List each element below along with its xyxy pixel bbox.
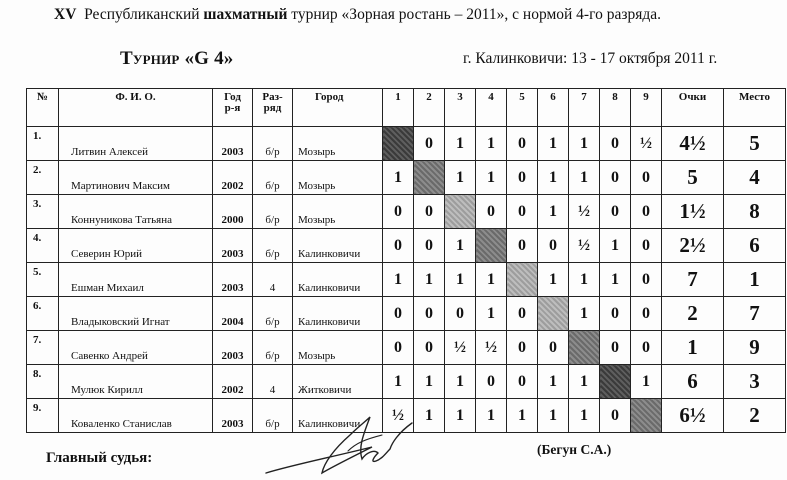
result-cell: 0 — [445, 297, 476, 331]
player-number: 5. — [27, 263, 59, 297]
result-cell: 0 — [538, 331, 569, 365]
player-city: Мозырь — [293, 331, 383, 365]
diagonal-cell — [507, 263, 538, 297]
chief-judge-name: (Бегун С.А.) — [537, 442, 612, 457]
player-name: Ешман Михаил — [59, 263, 213, 297]
player-row — [27, 229, 786, 263]
result-cell: 0 — [631, 229, 662, 263]
player-name: Владыковский Игнат — [59, 297, 213, 331]
player-city: Житковичи — [293, 365, 383, 399]
points-cell: 4½ — [662, 127, 724, 161]
player-row — [27, 331, 786, 365]
result-cell: 0 — [414, 331, 445, 365]
points-cell: 1 — [662, 331, 724, 365]
result-cell: 0 — [631, 331, 662, 365]
col-header-round: 3 — [445, 89, 476, 127]
player-number: 1. — [27, 127, 59, 161]
result-cell: ½ — [445, 331, 476, 365]
player-rank: б/р — [253, 195, 293, 229]
edition-label: XV — [54, 6, 77, 23]
player-city: Мозырь — [293, 161, 383, 195]
points-cell: 6½ — [662, 399, 724, 433]
place-cell: 1 — [724, 263, 786, 297]
player-name: Северин Юрий — [59, 229, 213, 263]
result-cell: 0 — [414, 297, 445, 331]
result-cell: 1 — [414, 399, 445, 433]
result-cell: 0 — [507, 161, 538, 195]
crosstable-body — [27, 127, 786, 433]
col-header-round: 6 — [538, 89, 569, 127]
player-name: Мартинович Максим — [59, 161, 213, 195]
result-cell: 0 — [383, 331, 414, 365]
signature-image — [262, 413, 422, 479]
player-row — [27, 195, 786, 229]
result-cell: 0 — [383, 229, 414, 263]
result-cell: 0 — [507, 229, 538, 263]
player-rank: 4 — [253, 365, 293, 399]
result-cell: 0 — [631, 161, 662, 195]
player-city: Калинковичи — [293, 229, 383, 263]
result-cell: 0 — [383, 195, 414, 229]
result-cell: 1 — [569, 161, 600, 195]
player-name: Литвин Алексей — [59, 127, 213, 161]
player-name: Савенко Андрей — [59, 331, 213, 365]
col-header-year: Год р-я — [213, 89, 253, 127]
result-cell: 1 — [383, 263, 414, 297]
place-cell: 6 — [724, 229, 786, 263]
result-cell: 1 — [445, 127, 476, 161]
result-cell: 1 — [600, 229, 631, 263]
player-city: Калинковичи — [293, 263, 383, 297]
result-cell: 1 — [445, 229, 476, 263]
result-cell: 1 — [600, 263, 631, 297]
place-cell: 5 — [724, 127, 786, 161]
col-header-points: Очки — [662, 89, 724, 127]
birth-year: 2002 — [213, 365, 253, 399]
diagonal-cell — [383, 127, 414, 161]
birth-year: 2003 — [213, 331, 253, 365]
birth-year: 2003 — [213, 263, 253, 297]
result-cell: ½ — [383, 399, 414, 433]
result-cell: 1 — [569, 365, 600, 399]
col-header-city: Город — [293, 89, 383, 127]
result-cell: 1 — [476, 399, 507, 433]
player-row — [27, 263, 786, 297]
result-cell: 0 — [538, 229, 569, 263]
diagonal-cell — [538, 297, 569, 331]
result-cell: 1 — [445, 161, 476, 195]
player-row — [27, 127, 786, 161]
result-cell: ½ — [476, 331, 507, 365]
result-cell: 0 — [600, 127, 631, 161]
player-number: 8. — [27, 365, 59, 399]
player-rank: б/р — [253, 161, 293, 195]
crosstable — [26, 88, 786, 433]
col-header-round: 5 — [507, 89, 538, 127]
col-header-name: Ф. И. О. — [59, 89, 213, 127]
player-name: Коваленко Станислав — [59, 399, 213, 433]
result-cell: 0 — [507, 365, 538, 399]
birth-year: 2003 — [213, 229, 253, 263]
result-cell: 1 — [569, 297, 600, 331]
result-cell: 0 — [600, 195, 631, 229]
player-name: Коннуникова Татьяна — [59, 195, 213, 229]
result-cell: 0 — [631, 195, 662, 229]
col-header-place: Место — [724, 89, 786, 127]
result-cell: 1 — [445, 263, 476, 297]
result-cell: 1 — [383, 161, 414, 195]
points-cell: 7 — [662, 263, 724, 297]
result-cell: 1 — [414, 263, 445, 297]
result-cell: 0 — [476, 365, 507, 399]
col-header-num: № — [27, 89, 59, 127]
player-rank: б/р — [253, 297, 293, 331]
points-cell: 6 — [662, 365, 724, 399]
birth-year: 2003 — [213, 127, 253, 161]
result-cell: 1 — [507, 399, 538, 433]
result-cell: 1 — [538, 161, 569, 195]
player-name: Мулюк Кирилл — [59, 365, 213, 399]
result-cell: 0 — [507, 127, 538, 161]
col-header-round: 8 — [600, 89, 631, 127]
result-cell: ½ — [569, 229, 600, 263]
result-cell: 0 — [414, 229, 445, 263]
result-cell: 1 — [631, 365, 662, 399]
diagonal-cell — [569, 331, 600, 365]
result-cell: 1 — [569, 263, 600, 297]
header-text-bold: шахматный — [203, 6, 288, 23]
result-cell: 0 — [600, 297, 631, 331]
diagonal-cell — [445, 195, 476, 229]
player-city: Калинковичи — [293, 297, 383, 331]
result-cell: 0 — [383, 297, 414, 331]
col-header-round: 7 — [569, 89, 600, 127]
result-cell: 0 — [600, 399, 631, 433]
diagonal-cell — [631, 399, 662, 433]
points-cell: 1½ — [662, 195, 724, 229]
player-row — [27, 297, 786, 331]
player-rank: б/р — [253, 229, 293, 263]
result-cell: 1 — [538, 195, 569, 229]
player-rank: б/р — [253, 127, 293, 161]
diagonal-cell — [476, 229, 507, 263]
col-header-rank: Раз- ряд — [253, 89, 293, 127]
col-header-round: 1 — [383, 89, 414, 127]
result-cell: 1 — [476, 297, 507, 331]
header-row — [27, 89, 786, 127]
player-row — [27, 161, 786, 195]
player-number: 2. — [27, 161, 59, 195]
result-cell: 1 — [476, 263, 507, 297]
birth-year: 2003 — [213, 399, 253, 433]
result-cell: 0 — [507, 331, 538, 365]
result-cell: 1 — [476, 127, 507, 161]
player-city: Мозырь — [293, 195, 383, 229]
player-city: Мозырь — [293, 127, 383, 161]
result-cell: 1 — [538, 399, 569, 433]
result-cell: 1 — [445, 399, 476, 433]
result-cell: 0 — [507, 195, 538, 229]
place-cell: 4 — [724, 161, 786, 195]
place-cell: 9 — [724, 331, 786, 365]
player-row — [27, 365, 786, 399]
birth-year: 2004 — [213, 297, 253, 331]
result-cell: 1 — [445, 365, 476, 399]
result-cell: 0 — [476, 195, 507, 229]
player-number: 4. — [27, 229, 59, 263]
result-cell: 1 — [383, 365, 414, 399]
result-cell: 1 — [569, 127, 600, 161]
result-cell: 0 — [600, 161, 631, 195]
points-cell: 2 — [662, 297, 724, 331]
place-cell: 8 — [724, 195, 786, 229]
result-cell: 1 — [569, 399, 600, 433]
points-cell: 5 — [662, 161, 724, 195]
header-text-part2: турнир «Зорная ростань – 2011», с нормой 4-го разряда. — [291, 6, 661, 23]
birth-year: 2000 — [213, 195, 253, 229]
result-cell: 1 — [414, 365, 445, 399]
result-cell: 1 — [538, 263, 569, 297]
col-header-round: 4 — [476, 89, 507, 127]
result-cell: 0 — [631, 263, 662, 297]
result-cell: 0 — [414, 127, 445, 161]
col-header-round: 2 — [414, 89, 445, 127]
player-number: 6. — [27, 297, 59, 331]
chief-judge-label: Главный судья: — [46, 450, 153, 466]
player-city: Калинковичи — [293, 399, 383, 433]
result-cell: 1 — [538, 127, 569, 161]
player-number: 7. — [27, 331, 59, 365]
col-header-round: 9 — [631, 89, 662, 127]
birth-year: 2002 — [213, 161, 253, 195]
result-cell: 1 — [476, 161, 507, 195]
result-cell: 0 — [507, 297, 538, 331]
header-text-part1: Республиканский — [84, 6, 200, 23]
result-cell: 0 — [600, 331, 631, 365]
result-cell: 1 — [538, 365, 569, 399]
player-rank: б/р — [253, 331, 293, 365]
player-number: 9. — [27, 399, 59, 433]
player-rank: б/р — [253, 399, 293, 433]
result-cell: 0 — [414, 195, 445, 229]
diagonal-cell — [600, 365, 631, 399]
diagonal-cell — [414, 161, 445, 195]
player-rank: 4 — [253, 263, 293, 297]
points-cell: 2½ — [662, 229, 724, 263]
result-cell: ½ — [631, 127, 662, 161]
header-line — [54, 6, 661, 24]
tournament-title: Турнир «G 4» — [120, 48, 234, 69]
result-cell: ½ — [569, 195, 600, 229]
result-cell: 0 — [631, 297, 662, 331]
place-date: г. Калинковичи: 13 - 17 октября 2011 г. — [463, 50, 718, 67]
place-cell: 2 — [724, 399, 786, 433]
player-number: 3. — [27, 195, 59, 229]
place-cell: 3 — [724, 365, 786, 399]
place-cell: 7 — [724, 297, 786, 331]
